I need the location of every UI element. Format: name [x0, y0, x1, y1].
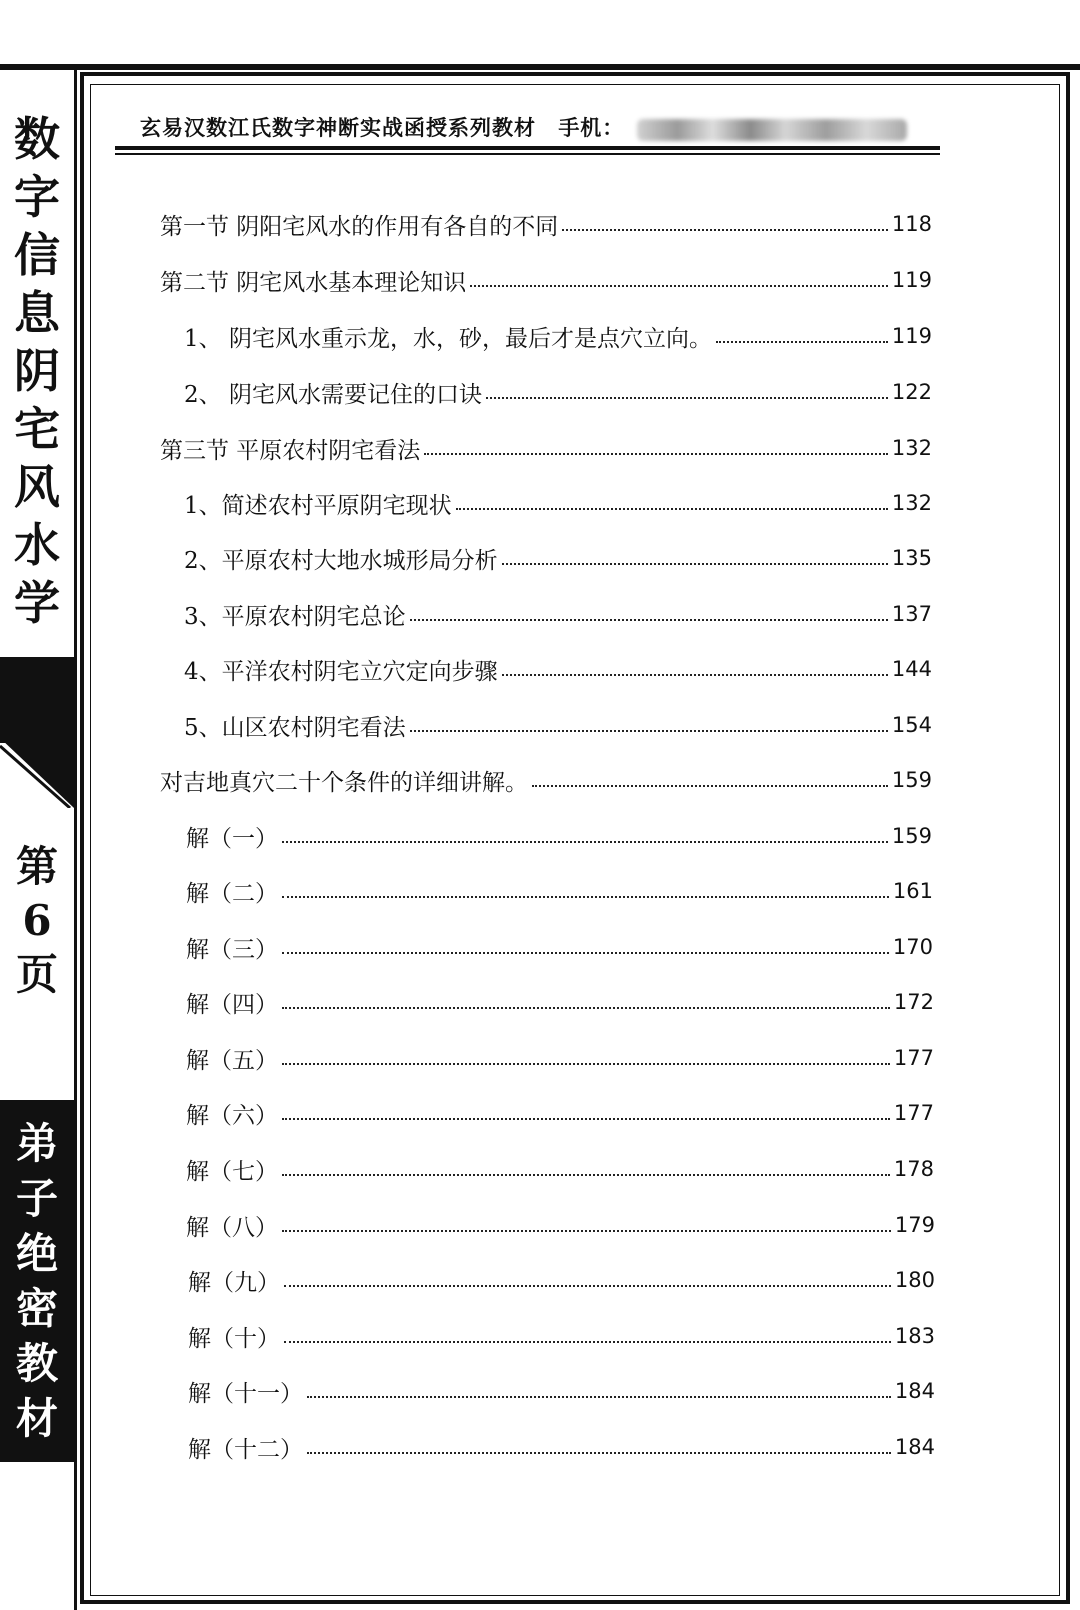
- toc-dot-leader: [282, 1174, 890, 1176]
- toc-entry: [186, 1207, 935, 1243]
- toc-entry-title: 第三节 平原农村阴宅看法: [160, 437, 421, 464]
- toc-entry-page: 144: [891, 657, 932, 681]
- toc-entry-title: 第二节 阴宅风水基本理论知识: [160, 269, 467, 296]
- toc-entry: [160, 762, 932, 798]
- sidebar-title-char: 字: [14, 170, 60, 224]
- header-title: 玄易汉数江氏数字神断实战函授系列教材: [140, 115, 536, 140]
- toc-entry-page: 184: [894, 1379, 935, 1403]
- sidebar-title-char: 数: [14, 112, 60, 166]
- toc-entry-page: 177: [893, 1101, 934, 1125]
- toc-dot-leader: [502, 563, 888, 565]
- toc-entry-page: 119: [891, 268, 932, 292]
- toc-entry: [184, 318, 932, 354]
- toc-entry-title: 解（六）: [186, 1102, 278, 1129]
- toc-entry: [188, 1429, 935, 1465]
- toc-entry: [184, 707, 932, 743]
- toc-entry-title: 解（五）: [186, 1047, 278, 1074]
- header-phone-label: 手机：: [558, 115, 625, 140]
- toc-entry-page: 154: [891, 713, 932, 737]
- toc-entry: [186, 1040, 934, 1076]
- toc-entry-title: 解（十一）: [188, 1380, 303, 1407]
- toc-entry-title: 第一节 阴阳宅风水的作用有各自的不同: [160, 213, 559, 240]
- toc-entry: [186, 818, 932, 854]
- toc-dot-leader: [486, 397, 888, 399]
- sidebar-label-char: 教: [15, 1339, 58, 1388]
- toc-dot-leader: [456, 508, 888, 510]
- toc-entry-title: 解（九）: [188, 1269, 280, 1296]
- toc-dot-leader: [532, 785, 888, 787]
- toc-dot-leader: [282, 1063, 890, 1065]
- toc-entry: [186, 1151, 934, 1187]
- sidebar-label-char: 材: [15, 1394, 58, 1443]
- toc-dot-leader: [284, 1341, 891, 1343]
- toc-dot-leader: [502, 674, 888, 676]
- toc-entry-title: 3、平原农村阴宅总论: [184, 603, 406, 630]
- sidebar-title-char: 风: [14, 460, 60, 514]
- toc-entry: [160, 206, 932, 242]
- toc-entry-page: 179: [894, 1213, 935, 1237]
- toc-entry-page: 119: [891, 324, 932, 348]
- toc-entry-page: 135: [891, 546, 932, 570]
- toc-entry-page: 161: [892, 879, 933, 903]
- toc-entry-page: 177: [893, 1046, 934, 1070]
- toc-dot-leader: [284, 1285, 891, 1287]
- toc-entry-page: 184: [894, 1435, 935, 1459]
- toc-dot-leader: [282, 841, 888, 843]
- toc-entry-title: 对吉地真穴二十个条件的详细讲解。: [160, 769, 528, 796]
- toc-entry: [184, 374, 932, 410]
- toc-entry: [160, 430, 932, 466]
- toc-entry-page: 132: [891, 491, 932, 515]
- toc-entry: [184, 485, 932, 521]
- sidebar-title-char: 水: [14, 518, 60, 572]
- toc-dot-leader: [282, 1230, 891, 1232]
- sidebar-label-char: 弟: [15, 1119, 58, 1168]
- toc-entry-title: 解（七）: [186, 1158, 278, 1185]
- toc-dot-leader: [307, 1452, 891, 1454]
- toc-dot-leader: [410, 730, 888, 732]
- toc-entry-title: 解（二）: [186, 880, 278, 907]
- sidebar-page-char: 页: [15, 950, 58, 999]
- toc-entry-title: 4、平洋农村阴宅立穴定向步骤: [184, 658, 498, 685]
- toc-entry-title: 解（一）: [186, 825, 278, 852]
- toc-dot-leader: [410, 619, 888, 621]
- sidebar-title-char: 信: [14, 228, 60, 282]
- sidebar-page-char: 第: [15, 842, 58, 891]
- toc-entry-page: 178: [893, 1157, 934, 1181]
- toc-entry: [184, 540, 932, 576]
- toc-dot-leader: [282, 896, 889, 898]
- toc-entry-title: 解（十二）: [188, 1436, 303, 1463]
- toc-entry-title: 5、山区农村阴宅看法: [184, 714, 406, 741]
- toc-entry: [188, 1373, 935, 1409]
- toc-entry-page: 172: [893, 990, 934, 1014]
- toc-dot-leader: [562, 229, 888, 231]
- toc-entry-page: 180: [894, 1268, 935, 1292]
- toc-dot-leader: [282, 1118, 890, 1120]
- toc-entry: [186, 929, 933, 965]
- toc-entry-page: 122: [891, 380, 932, 404]
- toc-dot-leader: [282, 952, 889, 954]
- toc-entry: [186, 984, 934, 1020]
- toc-entry-page: 137: [891, 602, 932, 626]
- sidebar-title-char: 宅: [14, 402, 60, 456]
- toc-entry-page: 159: [891, 768, 932, 792]
- sidebar-label-char: 绝: [15, 1229, 58, 1278]
- toc-entry: [186, 1095, 934, 1131]
- toc-entry-title: 2、 阴宅风水需要记住的口诀: [184, 381, 482, 408]
- sidebar-title-char: 学: [14, 576, 60, 630]
- sidebar-title-char: 阴: [14, 344, 60, 398]
- sidebar-label-char: 子: [15, 1174, 58, 1223]
- sidebar-label-char: 密: [15, 1284, 58, 1333]
- toc-dot-leader: [716, 341, 888, 343]
- toc-entry: [184, 651, 932, 687]
- toc-entry-page: 170: [892, 935, 933, 959]
- toc-entry-page: 118: [891, 212, 932, 236]
- toc-entry-page: 159: [891, 824, 932, 848]
- toc-entry-title: 解（十）: [188, 1325, 280, 1352]
- toc-entry-title: 解（四）: [186, 991, 278, 1018]
- toc-entry: [188, 1262, 935, 1298]
- sidebar-page-char: 6: [22, 896, 52, 945]
- toc-entry-title: 1、 阴宅风水重示龙，水，砂，最后才是点穴立向。: [184, 325, 712, 352]
- toc-dot-leader: [424, 453, 888, 455]
- sidebar-title-char: 息: [14, 286, 60, 340]
- toc-entry: [188, 1318, 935, 1354]
- toc-entry: [186, 873, 933, 909]
- toc-entry-page: 132: [891, 436, 932, 460]
- toc-entry-title: 2、平原农村大地水城形局分析: [184, 547, 498, 574]
- toc-entry: [160, 262, 932, 298]
- toc-entry-title: 解（三）: [186, 936, 278, 963]
- toc-entry-page: 183: [894, 1324, 935, 1348]
- toc-entry: [184, 596, 932, 632]
- toc-dot-leader: [307, 1396, 891, 1398]
- toc-entry-title: 解（八）: [186, 1214, 278, 1241]
- toc-dot-leader: [282, 1007, 890, 1009]
- toc-dot-leader: [470, 285, 888, 287]
- toc-entry-title: 1、简述农村平原阴宅现状: [184, 492, 452, 519]
